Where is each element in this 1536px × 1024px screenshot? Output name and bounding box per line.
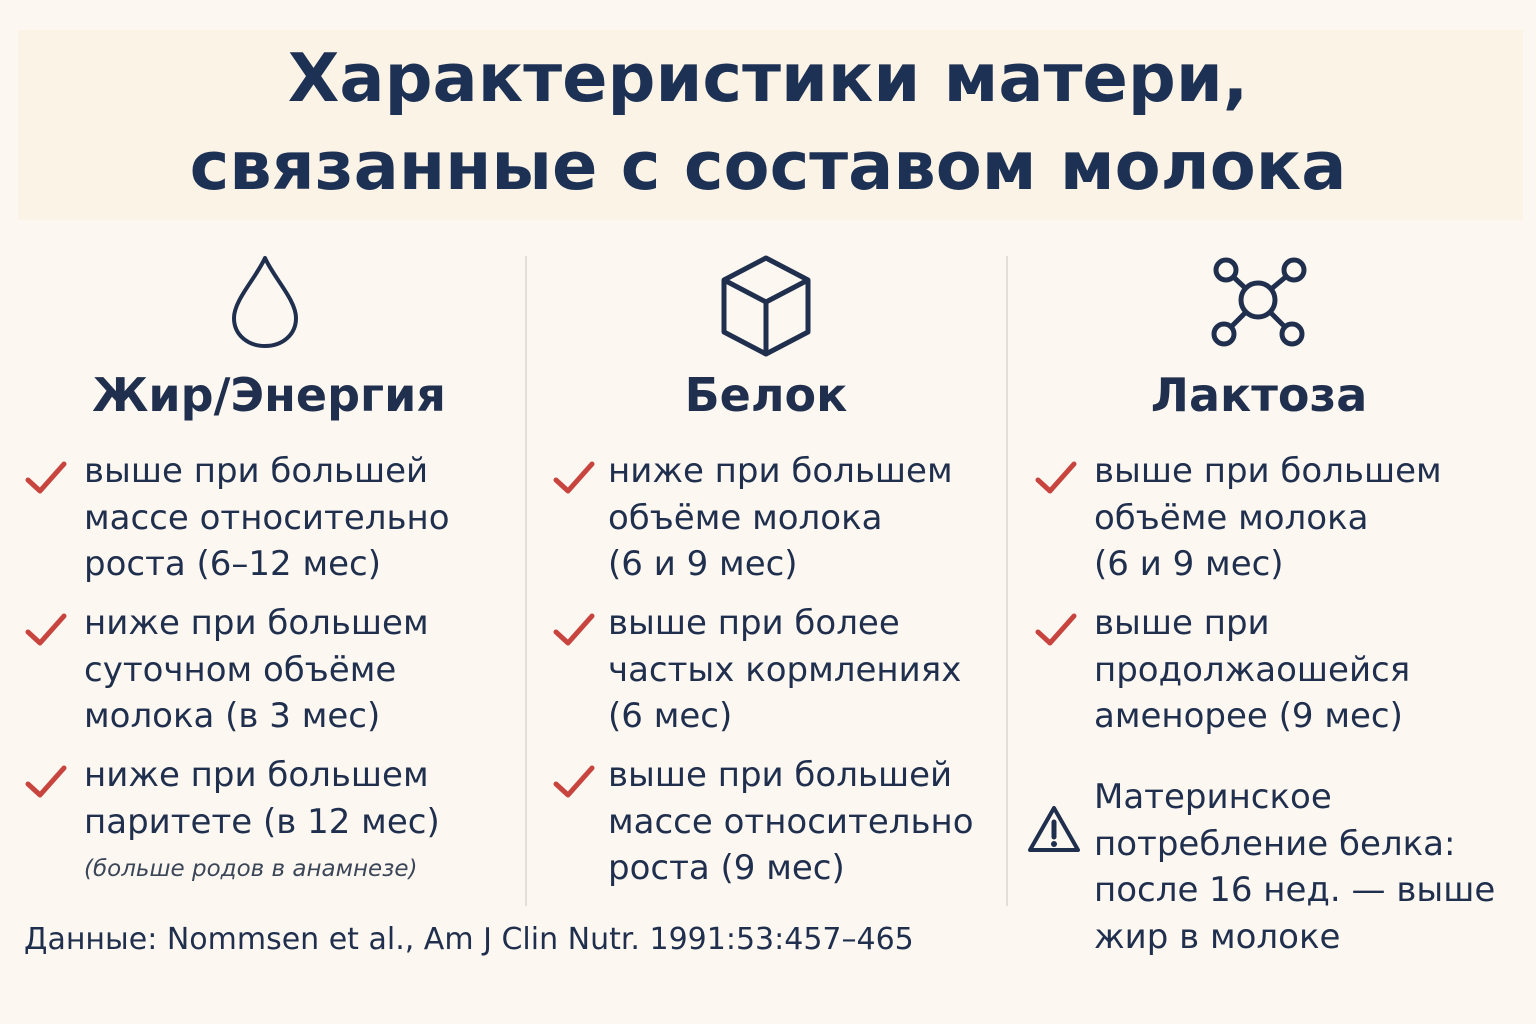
- page-title: [0, 34, 1536, 210]
- list-item-note: (больше родов в анамнезе): [84, 856, 418, 882]
- list-item-text: ниже при большем паритете (в 12 мес): [84, 755, 440, 842]
- cube-icon: [718, 254, 814, 358]
- check-icon: [24, 460, 68, 496]
- column-divider: [1006, 256, 1008, 906]
- list-item-text: ниже при большем объёме молока (6 и 9 мес): [608, 451, 953, 584]
- molecule-icon: [1206, 254, 1310, 350]
- check-icon: [552, 460, 596, 496]
- list-item-text: выше при большем объёме молока (6 и 9 мес): [1094, 451, 1442, 584]
- list-item-text: ниже при большем суточном объёме молока (в 3 мес): [84, 603, 429, 736]
- check-icon: [1034, 612, 1078, 648]
- warning-icon: [1026, 804, 1082, 854]
- list-item-text: выше при большей массе относительно роста (9 мес): [608, 755, 974, 888]
- check-icon: [552, 612, 596, 648]
- column-divider: [525, 256, 527, 906]
- title-line-1: Характеристики матери,: [287, 39, 1249, 117]
- check-icon: [24, 764, 68, 800]
- title-line-2: связанные с составом молока: [189, 127, 1347, 205]
- column-heading: Лактоза: [1150, 368, 1368, 422]
- column-heading: Белок: [684, 368, 848, 422]
- list-item-text: выше при более частых кормлениях (6 мес): [608, 603, 962, 736]
- drop-icon: [230, 254, 300, 350]
- list-item-text: выше при продолжаошейся аменорее (9 мес): [1094, 603, 1411, 736]
- check-icon: [552, 764, 596, 800]
- source-citation: Данные: Nommsen et al., Am J Clin Nutr. 1991:53:457–465: [24, 922, 914, 957]
- check-icon: [1034, 460, 1078, 496]
- list-item-text: выше при большей массе относительно роста (6–12 мес): [84, 451, 450, 584]
- warning-text: Материнское потребление белка: после 16 нед. — выше жир в молоке: [1094, 777, 1496, 957]
- check-icon: [24, 612, 68, 648]
- column-heading: Жир/Энергия: [92, 368, 446, 422]
